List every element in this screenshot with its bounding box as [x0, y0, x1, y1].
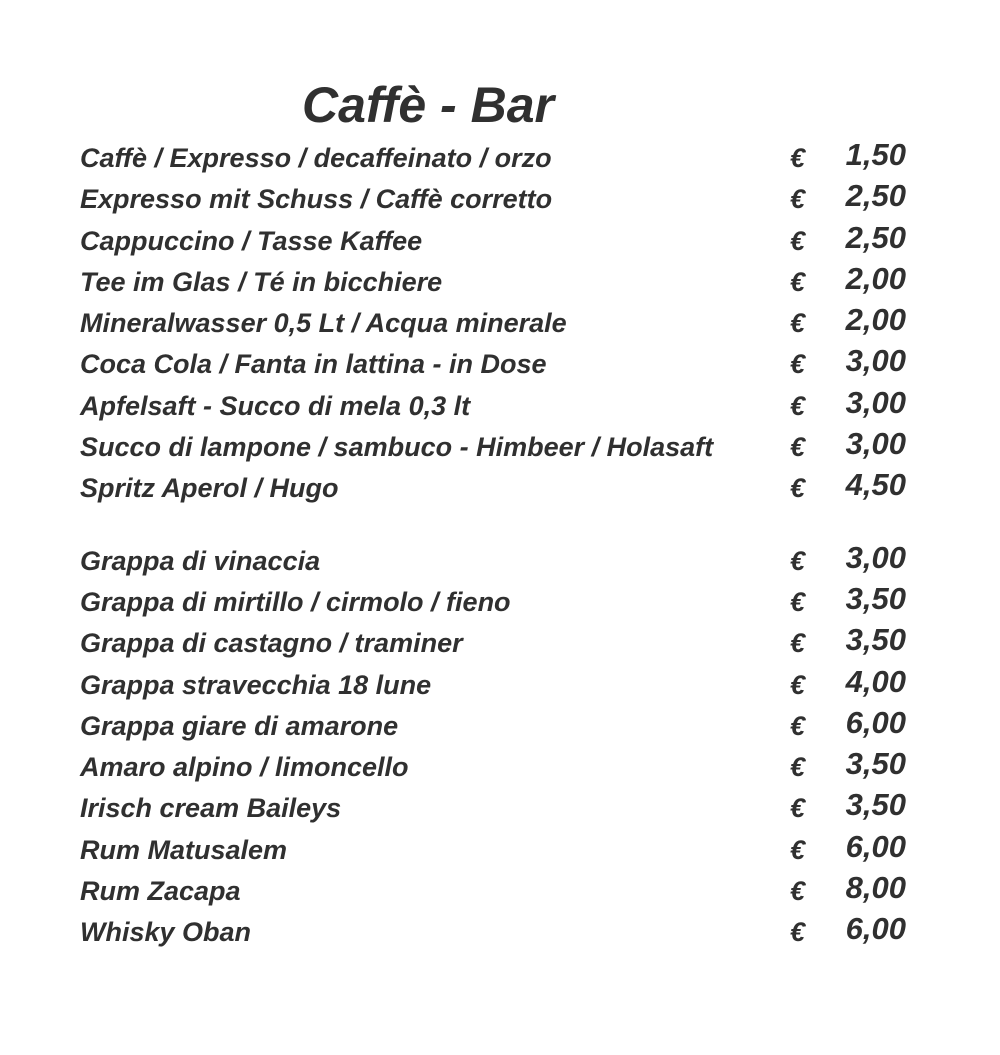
item-name: Amaro alpino / limoncello: [80, 752, 409, 783]
item-name: Grappa di vinaccia: [80, 545, 321, 576]
menu-item: [80, 426, 910, 467]
currency-symbol: €: [790, 349, 806, 380]
item-price: 6,00: [845, 911, 906, 947]
menu-item: [80, 261, 910, 302]
menu-item: [80, 220, 910, 261]
menu-item: [80, 178, 910, 219]
menu-item: [80, 385, 910, 426]
currency-symbol: €: [790, 143, 806, 173]
item-name: Succo di lampone / sambuco - Himbeer / Holasaft: [80, 432, 714, 463]
item-price: 1,50: [845, 137, 906, 172]
menu-list: [80, 137, 910, 953]
item-price: 4,00: [845, 663, 906, 699]
currency-symbol: €: [790, 308, 806, 339]
item-price: 2,50: [845, 219, 906, 255]
item-name: Expresso mit Schuss / Caffè corretto: [80, 184, 553, 215]
menu-section: [80, 137, 910, 509]
currency-symbol: €: [790, 390, 806, 421]
currency-symbol: €: [790, 266, 806, 297]
item-name: Cappuccino / Tasse Kaffee: [80, 225, 423, 256]
item-price: 2,00: [845, 302, 906, 338]
item-price: 3,50: [845, 580, 906, 616]
page-title: Caffè - Bar: [302, 77, 554, 133]
currency-symbol: €: [790, 184, 806, 215]
currency-symbol: €: [790, 834, 806, 865]
item-name: Grappa stravecchia 18 lune: [80, 669, 432, 700]
currency-symbol: €: [790, 876, 806, 907]
item-name: Grappa di mirtillo / cirmolo / fieno: [80, 586, 511, 617]
item-name: Rum Matusalem: [80, 834, 288, 865]
menu-item: [80, 870, 910, 911]
currency-symbol: €: [790, 628, 806, 659]
item-name: Mineralwasser 0,5 Lt / Acqua minerale: [80, 308, 567, 339]
item-price: 2,00: [845, 260, 906, 296]
menu-item: [80, 581, 910, 622]
currency-symbol: €: [790, 752, 806, 783]
currency-symbol: €: [790, 669, 806, 700]
currency-symbol: €: [790, 586, 806, 617]
item-name: Irisch cream Baileys: [80, 793, 342, 824]
item-name: Caffè / Expresso / decaffeinato / orzo: [80, 143, 552, 173]
item-name: Tee im Glas / Té in bicchiere: [80, 266, 443, 297]
currency-symbol: €: [790, 710, 806, 741]
item-name: Spritz Aperol / Hugo: [80, 473, 339, 504]
menu-item: [80, 302, 910, 343]
menu-section: [80, 540, 910, 953]
currency-symbol: €: [790, 793, 806, 824]
menu-item: [80, 540, 910, 581]
menu-item: [80, 137, 910, 178]
currency-symbol: €: [790, 432, 806, 463]
item-price: 6,00: [845, 704, 906, 740]
item-name: Grappa giare di amarone: [80, 710, 399, 741]
item-price: 8,00: [845, 870, 906, 906]
menu-item: [80, 343, 910, 384]
menu-item: [80, 911, 910, 952]
menu-item: [80, 705, 910, 746]
currency-symbol: €: [790, 917, 806, 948]
item-price: 4,50: [845, 467, 906, 503]
item-price: 3,00: [845, 384, 906, 420]
item-price: 3,00: [845, 539, 906, 575]
item-name: Apfelsaft - Succo di mela 0,3 lt: [80, 390, 471, 421]
item-price: 3,00: [845, 343, 906, 379]
item-price: 3,50: [845, 787, 906, 823]
currency-symbol: €: [790, 225, 806, 256]
item-price: 3,00: [845, 426, 906, 462]
currency-symbol: €: [790, 545, 806, 576]
item-price: 3,50: [845, 746, 906, 782]
menu-item: [80, 829, 910, 870]
item-name: Grappa di castagno / traminer: [80, 628, 463, 659]
item-name: Coca Cola / Fanta in lattina - in Dose: [80, 349, 547, 380]
currency-symbol: €: [790, 473, 806, 504]
menu-item: [80, 622, 910, 663]
menu-item: [80, 787, 910, 828]
item-price: 3,50: [845, 622, 906, 658]
menu-item: [80, 664, 910, 705]
item-price: 2,50: [845, 178, 906, 214]
item-name: Whisky Oban: [80, 917, 252, 948]
menu-item: [80, 467, 910, 508]
item-price: 6,00: [845, 828, 906, 864]
item-name: Rum Zacapa: [80, 876, 241, 907]
menu-item: [80, 746, 910, 787]
